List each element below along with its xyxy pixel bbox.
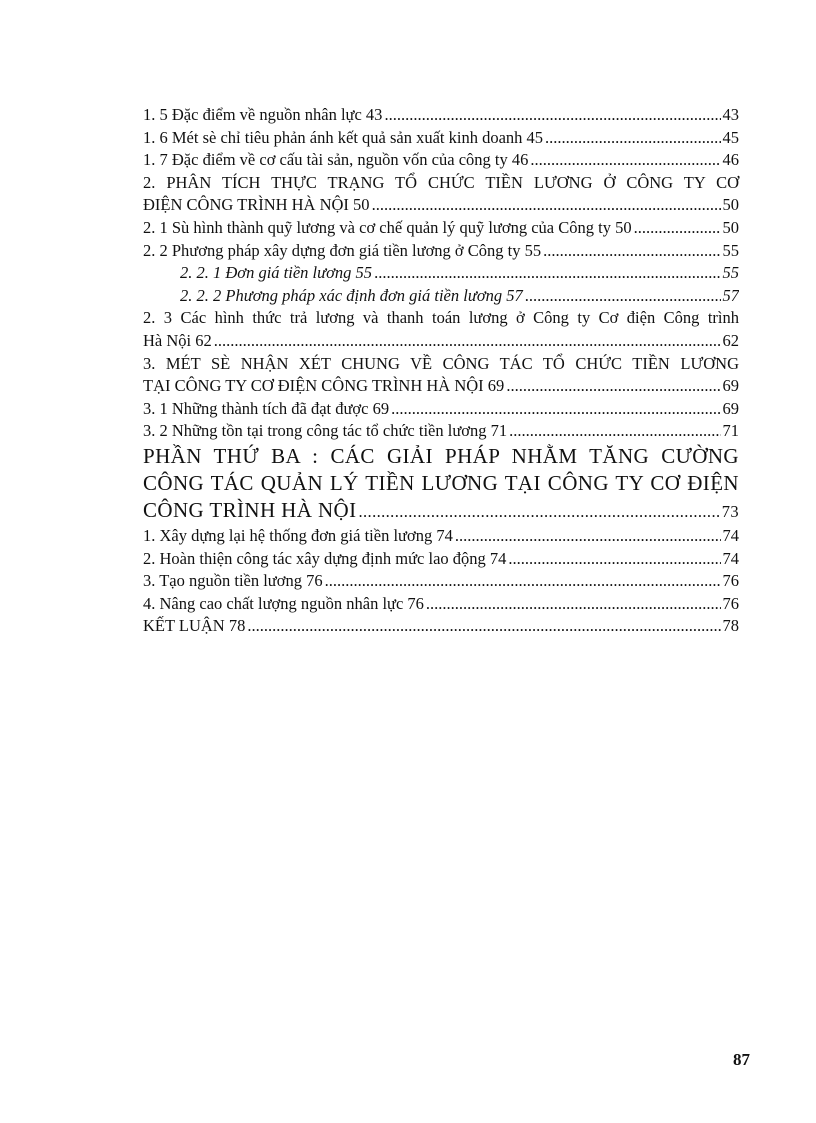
toc-entry[interactable]: [143, 570, 739, 593]
toc-page-number: 57: [722, 285, 739, 305]
dot-leader: [359, 498, 720, 525]
toc-page-number: 50: [722, 195, 739, 215]
toc-entry-title: TẠI CÔNG TY CƠ ĐIỆN CÔNG TRÌNH HÀ NỘI 69: [143, 376, 505, 396]
toc-entry-title: 3. 1 Những thành tích đã đạt được 69: [143, 398, 390, 418]
toc-entry[interactable]: [143, 593, 739, 616]
toc-entry-title: KẾT LUẬN 78: [143, 616, 246, 636]
toc-entry-title: 4. Nâng cao chất lượng nguồn nhân lực 76: [143, 593, 424, 613]
toc-page-number: 69: [722, 376, 739, 396]
toc-entry-title: 1. 5 Đặc điểm về nguồn nhân lực 43: [143, 105, 383, 124]
dot-leader: [543, 240, 720, 263]
toc-entry-title-line1: 2. 3 Các hình thức trả lương và thanh toán lương ở Công ty Cơ điện Công trình: [143, 308, 739, 328]
toc-page-number: 46: [722, 150, 739, 170]
toc-entry-title: 1. 7 Đặc điểm về cơ cấu tài sản, nguồn vốn của công ty 46: [143, 150, 529, 170]
toc-section-entry[interactable]: [143, 172, 739, 217]
dot-leader: [530, 149, 720, 172]
dot-leader: [325, 570, 721, 593]
dot-leader: [634, 217, 721, 240]
toc-subentry[interactable]: [143, 285, 739, 308]
toc-entry-title: 3. Tạo nguồn tiền lương 76: [143, 571, 323, 591]
toc-entry-title: Hà Nội 62: [143, 330, 212, 350]
toc-entry-title: ĐIỆN CÔNG TRÌNH HÀ NỘI 50: [143, 195, 370, 215]
dot-leader: [508, 548, 720, 571]
toc-entry-title: 2. Hoàn thiện công tác xây dựng định mức lao động 74: [143, 548, 507, 568]
dot-leader: [214, 330, 721, 353]
toc-entry[interactable]: [143, 307, 739, 352]
toc-page-number: 45: [722, 127, 739, 147]
dot-leader: [455, 525, 721, 548]
toc-entry[interactable]: [143, 149, 739, 172]
toc-entry-title: 2. 2. 1 Đơn giá tiền lương 55: [180, 263, 373, 283]
toc-entry-title: 1. Xây dựng lại hệ thống đơn giá tiền lương 74: [143, 525, 453, 545]
toc-section-entry[interactable]: [143, 353, 739, 398]
toc-page-number: 43: [722, 105, 739, 124]
page-number: 87: [733, 1050, 750, 1069]
toc-page-number: 69: [722, 398, 739, 418]
toc-entry-title: 2. 2 Phương pháp xây dựng đơn giá tiền lương ở Công ty 55: [143, 240, 542, 260]
toc-subentry[interactable]: [143, 262, 739, 285]
toc-page-number: 62: [722, 330, 739, 350]
dot-leader: [372, 194, 721, 217]
toc-entry-title: CÔNG TRÌNH HÀ NỘI: [143, 497, 357, 522]
dot-leader: [545, 127, 720, 150]
dot-leader: [391, 398, 720, 421]
toc-entry-title: 2. 1 Sù hình thành quỹ lương và cơ chế quản lý quỹ lương của Công ty 50: [143, 217, 632, 237]
toc-entry[interactable]: [143, 104, 739, 127]
toc-page-number: 73: [721, 501, 739, 521]
toc-page-number: 55: [722, 240, 739, 260]
toc-entry[interactable]: [143, 240, 739, 263]
toc-entry-title-line1: 3. MÉT SÈ NHẬN XÉT CHUNG VỀ CÔNG TÁC TỔ CHỨC TIỀN LƯƠNG: [143, 353, 739, 373]
toc-entry[interactable]: [143, 217, 739, 240]
table-of-contents: [143, 104, 739, 638]
toc-page-number: 50: [722, 217, 739, 237]
toc-entry-title-line2: CÔNG TÁC QUẢN LÝ TIỀN LƯƠNG TẠI CÔNG TY CƠ ĐIỆN: [143, 470, 739, 495]
dot-leader: [525, 285, 721, 308]
toc-page-number: 78: [722, 616, 739, 636]
dot-leader: [509, 420, 720, 443]
toc-page-number: 76: [722, 593, 739, 613]
dot-leader: [426, 593, 721, 616]
toc-entry[interactable]: [143, 615, 739, 638]
toc-part-entry[interactable]: [143, 443, 739, 525]
toc-entry[interactable]: [143, 398, 739, 421]
dot-leader: [384, 104, 720, 127]
toc-entry[interactable]: [143, 127, 739, 150]
toc-page-number: 76: [722, 571, 739, 591]
toc-entry-title: 3. 2 Những tồn tại trong công tác tổ chức tiền lương 71: [143, 421, 508, 441]
toc-page-number: 55: [722, 263, 739, 283]
toc-entry[interactable]: [143, 420, 739, 443]
toc-entry[interactable]: [143, 548, 739, 571]
toc-entry[interactable]: [143, 525, 739, 548]
dot-leader: [506, 375, 720, 398]
toc-entry-title: 2. 2. 2 Phương pháp xác định đơn giá tiền lương 57: [180, 285, 523, 305]
toc-entry-title-line1: 2. PHÂN TÍCH THỰC TRẠNG TỔ CHỨC TIỀN LƯƠNG Ở CÔNG TY CƠ: [143, 172, 739, 192]
toc-page-number: 74: [722, 525, 739, 545]
toc-entry-title: 1. 6 Mét sè chỉ tiêu phản ánh kết quả sản xuất kinh doanh 45: [143, 127, 544, 147]
toc-entry-title-line1: PHẦN THỨ BA : CÁC GIẢI PHÁP NHẰM TĂNG CƯỜNG: [143, 443, 739, 468]
dot-leader: [374, 262, 720, 285]
toc-page-number: 74: [722, 548, 739, 568]
dot-leader: [247, 615, 720, 638]
toc-page-number: 71: [722, 421, 739, 441]
